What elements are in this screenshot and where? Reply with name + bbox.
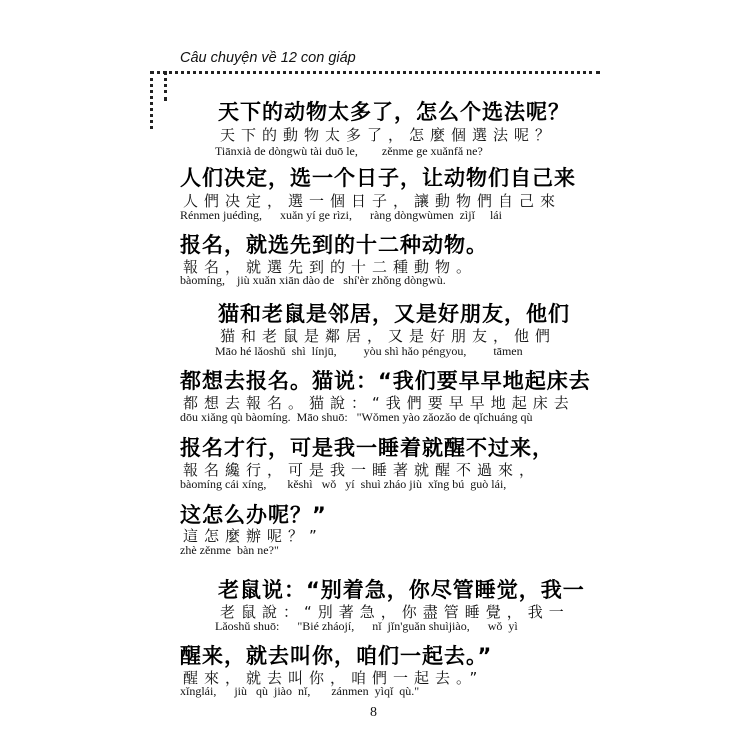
simplified-text: 报名才行，可是我一睡着就醒不过来，: [180, 436, 554, 460]
traditional-text: 都想去報名。猫說：“我們要早早地起床去: [183, 394, 575, 412]
pinyin-text: xǐnglái, jiù qù jiào nǐ, zánmen yìqǐ qù.": [180, 684, 420, 698]
pinyin-text: Tiānxià de dòngwù tài duō le, zěnme ge xuǎnfǎ ne?: [215, 144, 483, 158]
simplified-text: 天下的动物太多了，怎么个选法呢？: [218, 100, 570, 124]
traditional-text: 這怎麼辦呢？”: [183, 527, 323, 545]
simplified-text: 都想去报名。猫说：“我们要早早地起床去: [180, 369, 591, 393]
pinyin-text: bàomíng, jiù xuǎn xiān dào de shí'èr zhǒng dòngwù.: [180, 273, 446, 287]
traditional-text: 人們决定，選一個日子，讓動物們自己來: [183, 192, 562, 210]
simplified-text: 人们决定，选一个日子，让动物们自己来: [180, 166, 576, 190]
simplified-text: 报名，就选先到的十二种动物。: [180, 233, 488, 257]
pinyin-text: Lǎoshǔ shuō: "Bié zháojí, nǐ jǐn'guǎn shuìjiào, wǒ yì: [215, 619, 518, 633]
book-title: Câu chuyện về 12 con giáp: [180, 50, 356, 66]
pinyin-text: Māo hé lǎoshǔ shì línjū, yòu shì hǎo péngyou, tāmen: [215, 344, 523, 358]
dotted-rule-horizontal: [150, 71, 600, 74]
pinyin-text: Rénmen juédìng, xuǎn yí ge rìzi, ràng dòngwùmen zìjǐ lái: [180, 208, 502, 222]
pinyin-text: dōu xiǎng qù bàomíng. Māo shuō: "Wǒmen yào zǎozǎo de qǐchuáng qù: [180, 410, 533, 424]
traditional-text: 報名纔行，可是我一睡著就醒不過來，: [183, 461, 541, 479]
pinyin-text: bàomíng cái xíng, kěshì wǒ yí shuì zháo jiù xǐng bú guò lái,: [180, 477, 507, 491]
traditional-text: 醒來，就去叫你，咱們一起去。”: [183, 669, 484, 687]
traditional-text: 猫和老鼠是鄰居，又是好朋友，他們: [220, 327, 557, 345]
simplified-text: 这怎么办呢？”: [180, 503, 327, 527]
traditional-text: 報名，就選先到的十二種動物。: [183, 258, 478, 276]
page-number: 8: [370, 705, 377, 720]
dotted-rule-vertical: [150, 71, 153, 129]
simplified-text: 老鼠说：“别着急，你尽管睡觉，我一: [218, 578, 585, 602]
pinyin-text: zhè zěnme bàn ne?": [180, 543, 279, 557]
simplified-text: 醒来，就去叫你，咱们一起去。”: [180, 644, 493, 668]
traditional-text: 老鼠說：“別著急，你盡管睡覺，我一: [220, 603, 570, 621]
simplified-text: 猫和老鼠是邻居，又是好朋友，他们: [218, 302, 570, 326]
dotted-rule-vertical-inner: [164, 71, 167, 101]
traditional-text: 天下的動物太多了，怎麼個選法呢？: [220, 126, 557, 144]
